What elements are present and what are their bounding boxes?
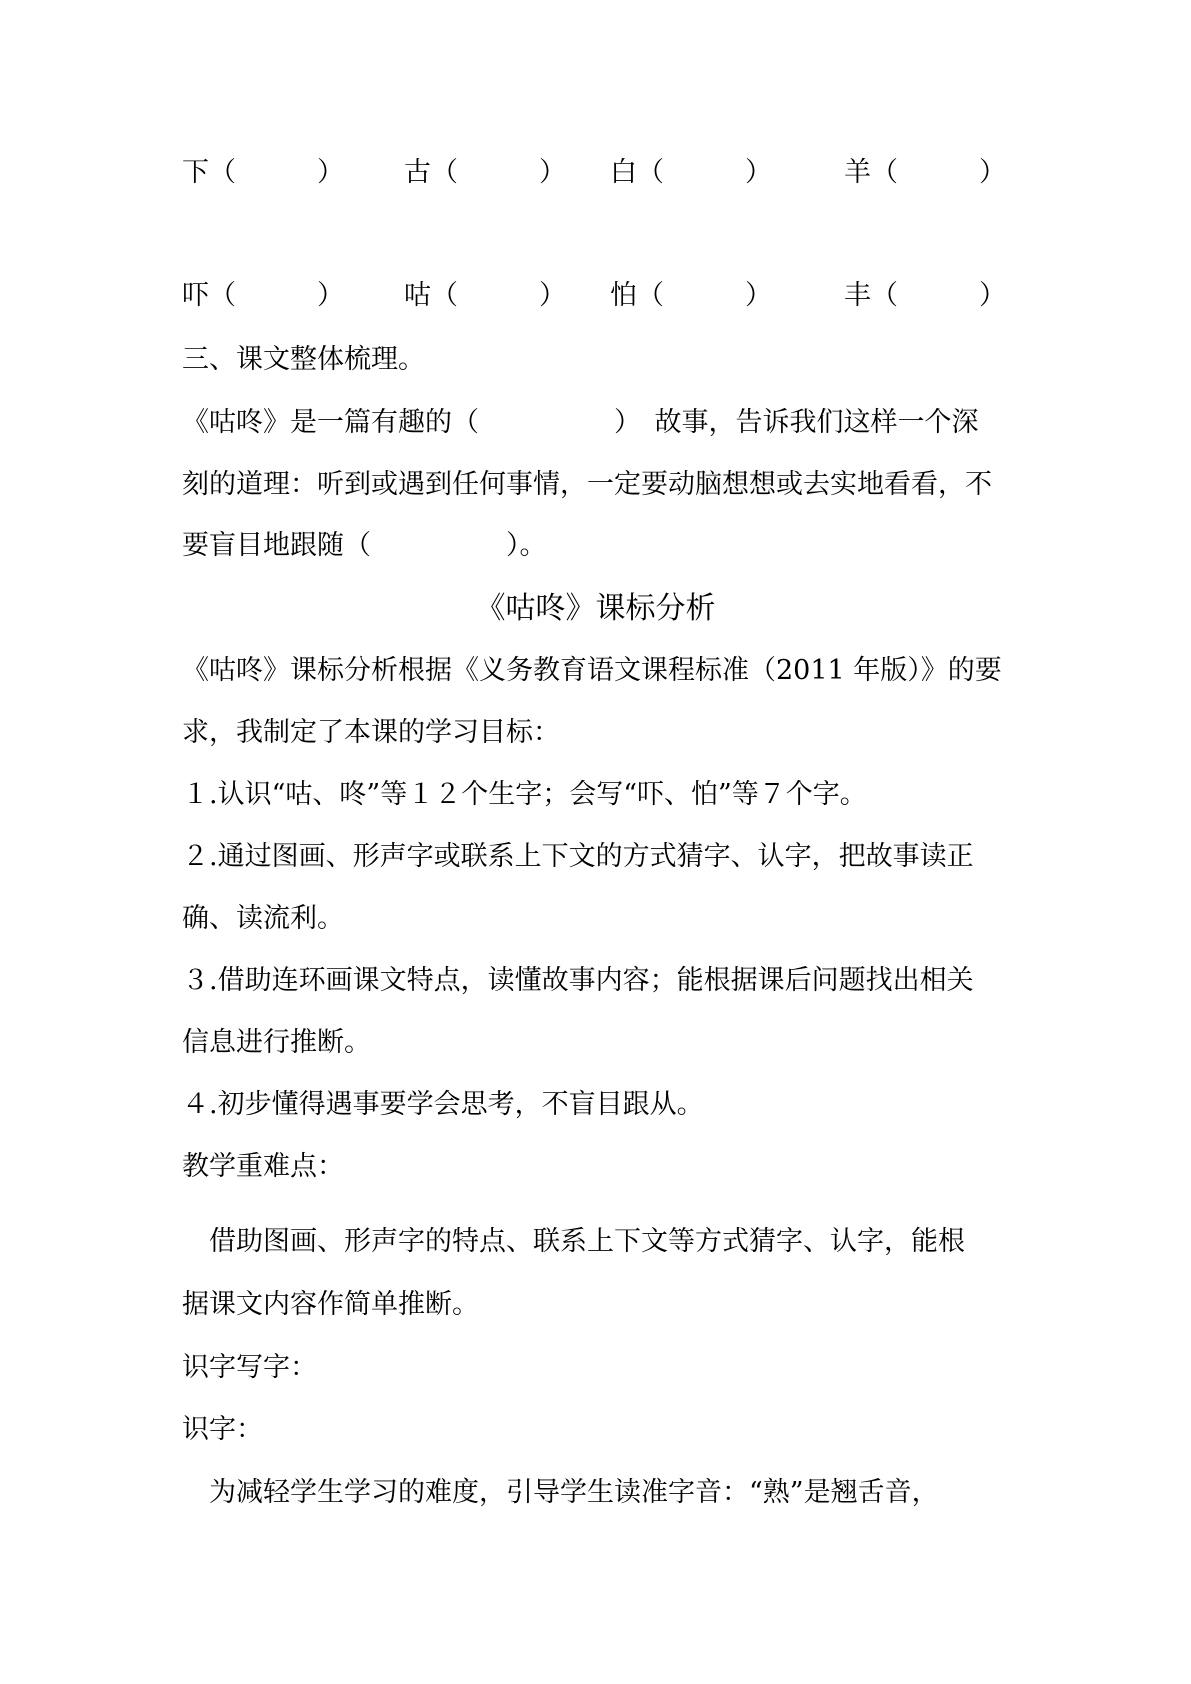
- literacy-heading: 识字：: [182, 1414, 263, 1445]
- exercise-item: 咕（ ）: [404, 280, 566, 311]
- paragraph-line: 要盲目地跟随（ ）。: [182, 530, 547, 561]
- section-heading: 三、课文整体梳理。: [182, 344, 425, 375]
- paragraph-line: 刻的道理：听到或遇到任何事情，一定要动脑想想或去实地看看，不: [182, 469, 992, 500]
- exercise-item: 白（ ）: [610, 157, 772, 188]
- paragraph-line: 求，我制定了本课的学习目标：: [182, 717, 560, 748]
- exercise-item: 怕（ ）: [610, 280, 772, 311]
- paragraph-line: 为减轻学生学习的难度，引导学生读准字音：“熟”是翘舌音，: [182, 1477, 939, 1508]
- exercise-item: 羊（ ）: [844, 157, 1006, 188]
- goal-line: ３.借助连环画课文特点，读懂故事内容；能根据课后问题找出相关: [182, 965, 974, 996]
- exercise-item: 吓（ ）: [182, 280, 344, 311]
- writing-heading: 识字写字：: [182, 1352, 317, 1383]
- goal-line: 信息进行推断。: [182, 1027, 371, 1058]
- exercise-item: 古（ ）: [404, 157, 566, 188]
- goal-line: ４.初步懂得遇事要学会思考，不盲目跟从。: [182, 1089, 704, 1120]
- goal-line: 确、读流利。: [182, 903, 344, 934]
- paragraph-line: 借助图画、形声字的特点、联系上下文等方式猜字、认字，能根: [182, 1226, 965, 1257]
- paragraph-line: 《咕咚》课标分析根据《义务教育语文课程标准（2011 年版）》的要: [182, 655, 1002, 686]
- paragraph-line: 据课文内容作简单推断。: [182, 1289, 479, 1320]
- analysis-title: 《咕咚》课标分析: [475, 591, 716, 626]
- paragraph-line: 《咕咚》是一篇有趣的（ ） 故事，告诉我们这样一个深: [182, 407, 979, 438]
- exercise-item: 下（ ）: [182, 157, 344, 188]
- goal-line: ２.通过图画、形声字或联系上下文的方式猜字、认字，把故事读正: [182, 841, 974, 872]
- exercise-item: 丰（ ）: [844, 280, 1006, 311]
- difficulty-heading: 教学重难点：: [182, 1151, 344, 1182]
- goal-line: １.认识“咕、咚”等１２个生字；会写“吓、怕”等７个字。: [182, 779, 867, 810]
